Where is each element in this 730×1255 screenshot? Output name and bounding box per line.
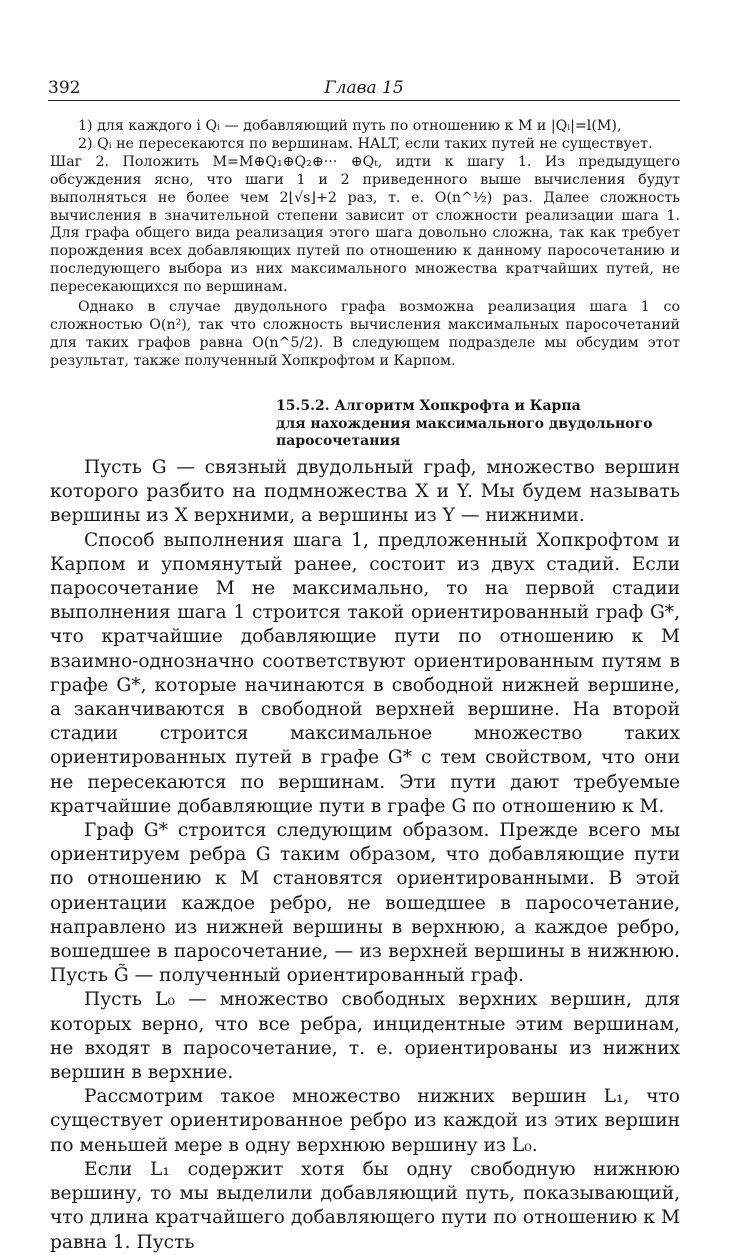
step-item-2: 2) Qᵢ не пересекаются по вершинам. HALT, если таких путей не существует.	[78, 135, 653, 152]
step-2-paragraph: Шаг 2. Положить M=M⊕Q₁⊕Q₂⊕··· ⊕Qₜ, идти к шагу 1. Из предыдущего обсуждения ясно, что шаги 1 и 2 приведенного выше вычисления будут выполняться не более чем 2⌊√s⌋+2 раз, т. е. O(n^½) раз. Далее сложность вычисления в значительной степени зависит от сложности реализации шага 1. Для графа общего вида реализация этого шага довольно сложна, так как требует порождения всех добавляющих путей по отношению к данному паросочетанию и последующего выбора из них максимального множества кратчайших путей, не пересекающихся по вершинам.	[50, 153, 680, 296]
running-head: Глава 15	[324, 78, 404, 98]
step-item-1: 1) для каждого i Qᵢ — добавляющий путь по отношению к M и |Qᵢ|=l(M),	[78, 118, 622, 134]
body-paragraph-4: Пусть L₀ — множество свободных верхних вершин, для которых верно, что все ребра, инцидентные этим вершинам, не входят в паросочетание, т. е. ориентированы из нижних вершин в верхние.	[50, 989, 680, 1084]
section-heading-line-2: для нахождения максимального двудольного	[276, 415, 653, 432]
section-heading-line-3: паросочетания	[276, 433, 401, 449]
section-body	[50, 456, 680, 1255]
steps-block	[50, 118, 680, 371]
body-paragraph-2: Способ выполнения шага 1, предложенный Хопкрофтом и Карпом и упомянутый ранее, состоит из двух стадий. Если паросочетание M не максимально, то на первой стадии выполнения шага 1 строится такой ориентированный граф G*, что кратчайшие добавляющие пути по отношению к M взаимно-однозначно соответствуют ориентированным путям в графе G*, которые начинаются в свободной нижней вершине, а заканчиваются в свободной верхней вершине. На второй стадии строится максимальное множество таких ориентированных путей в графе G* с тем свойством, что они не пересекаются по вершинам. Эти пути дают требуемые кратчайшие добавляющие пути в графе G по отношению к M.	[50, 529, 680, 817]
section-heading	[276, 398, 656, 451]
body-paragraph-5: Рассмотрим такое множество нижних вершин L₁, что существует ориентированное ребро из каждой из этих вершин по меньшей мере в одну верхнюю вершину из L₀.	[50, 1086, 680, 1156]
section-heading-line-1: 15.5.2. Алгоритм Хопкрофта и Карпа	[276, 398, 581, 414]
body-paragraph-3: Граф G* строится следующим образом. Прежде всего мы ориентируем ребра G таким образом, что добавляющие пути по отношению к M становятся ориентированными. В этой ориентации каждое ребро, не вошедшее в паросочетание, направлено из нижней вершины в верхнюю, а каждое ребро, вошедшее в паросочетание, — из верхней вершины в нижнюю. Пусть G̃ — полученный ориентированный граф.	[50, 820, 680, 987]
body-paragraph-6: Если L₁ содержит хотя бы одну свободную нижнюю вершину, то мы выделили добавляющий путь, показывающий, что длина кратчайшего добавляющего пути по отношению к M равна 1. Пусть	[50, 1158, 680, 1253]
page-number: 392	[48, 78, 81, 98]
page-header	[48, 78, 680, 101]
body-paragraph-1: Пусть G — связный двудольный граф, множество вершин которого разбито на подмножества X и Y. Мы будем называть вершины из X верхними, а вершины из Y — нижними.	[50, 457, 680, 527]
bipartite-note: Однако в случае двудольного графа возможна реализация шага 1 со сложностью O(n²), так что сложность вычисления максимальных паросочетаний для таких графов равна O(n^5/2). В следующем подразделе мы обсудим этот результат, также полученный Хопкрофтом и Карпом.	[50, 299, 680, 369]
